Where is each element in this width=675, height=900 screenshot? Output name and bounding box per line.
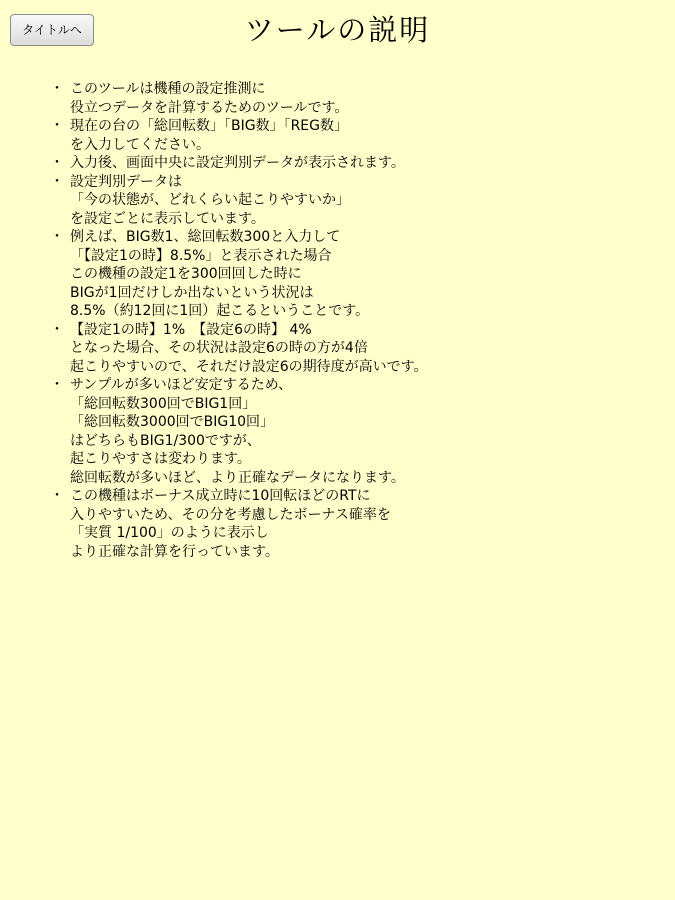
list-item-line: 「実質 1/100」のように表示し — [70, 525, 269, 541]
list-item-line: ・ 現在の台の「総回転数」「BIG数」「REG数」 — [70, 118, 349, 134]
description-list — [50, 80, 670, 561]
list-item-line: となった場合、その状況は設定6の時の方が4倍 — [70, 340, 368, 356]
list-item-line: ・ 入力後、画面中央に設定判別データが表示されます。 — [70, 155, 405, 171]
list-item-line: 「今の状態が、どれくらい起こりやすいか」 — [70, 192, 350, 208]
list-item-line: 総回転数が多いほど、より正確なデータになります。 — [70, 469, 405, 486]
list-item — [50, 154, 670, 173]
list-item-line: ・ このツールは機種の設定推測に — [70, 81, 266, 97]
back-to-title-button[interactable]: タイトルへ — [10, 14, 94, 46]
page-title: ツールの説明 — [244, 13, 431, 47]
list-item-line: ・ この機種はボーナス成立時に10回転ほどのRTに — [70, 488, 371, 504]
list-item-line: 「【設定1の時】8.5%」と表示された場合 — [70, 247, 332, 264]
list-item-line: 8.5%（約12回に1回）起こるということです。 — [70, 303, 370, 319]
list-item-line: 「総回転数300回でBIG1回」 — [70, 395, 257, 412]
list-item-line: ・ 【設定1の時】1% 【設定6の時】 4% — [70, 321, 312, 338]
list-item — [50, 80, 670, 117]
list-item-line: BIGが1回だけしか出ないという状況は — [70, 284, 314, 301]
list-item — [50, 487, 670, 561]
list-item — [50, 228, 670, 321]
list-item-line: 「総回転数3000回でBIG10回」 — [70, 414, 275, 430]
list-item-line: より正確な計算を行っています。 — [70, 543, 279, 560]
list-item-line: 起こりやすいので、それだけ設定6の期待度が高いです。 — [70, 358, 428, 375]
list-item — [50, 173, 670, 229]
list-item-line: 入りやすいため、その分を考慮したボーナス確率を — [70, 506, 391, 523]
list-item — [50, 376, 670, 487]
list-item-line: を設定ごとに表示しています。 — [70, 210, 265, 227]
list-item — [50, 321, 670, 377]
list-item — [50, 117, 670, 154]
list-item-line: を入力してください。 — [70, 136, 210, 153]
list-item-line: ・ 設定判別データは — [70, 173, 182, 190]
list-item-line: ・ 例えば、BIG数1、総回転数300と入力して — [70, 229, 341, 245]
list-item-line: この機種の設定1を300回回した時に — [70, 266, 302, 282]
list-item-line: ・ サンプルが多いほど安定するため、 — [70, 377, 293, 393]
list-item-line: 役立つデータを計算するためのツールです。 — [70, 99, 349, 116]
list-item-line: 起こりやすさは変わります。 — [70, 451, 251, 467]
list-item-line: はどちらもBIG1/300ですが、 — [70, 432, 261, 449]
